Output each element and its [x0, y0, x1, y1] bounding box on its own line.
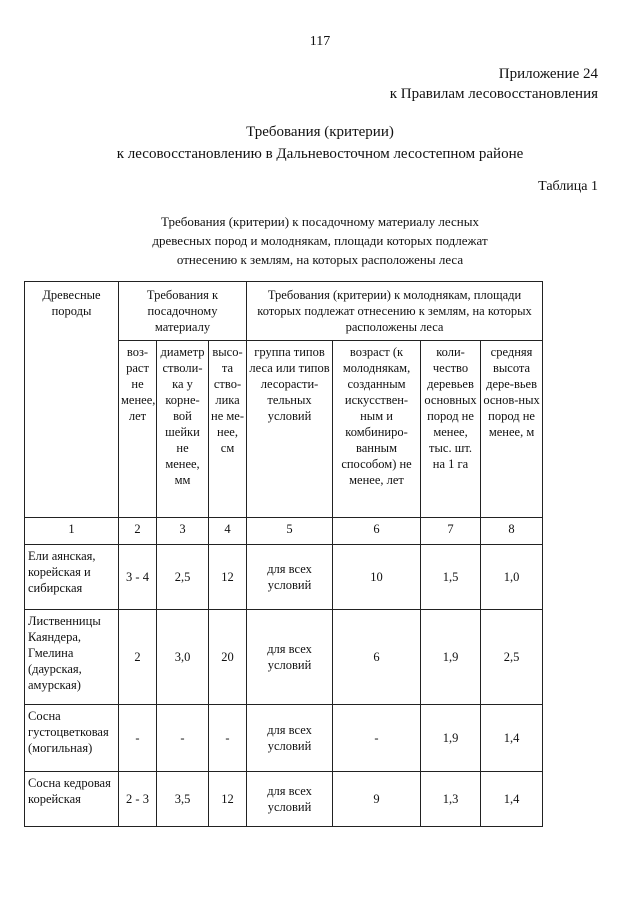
column-number: 3 — [157, 518, 209, 545]
tree-count-cell: 1,9 — [421, 610, 481, 705]
page-number: 117 — [309, 34, 331, 49]
header-col-6: возраст (к молоднякам, созданным искусствен-ным и комбиниро-ванным способом) не менее, лет — [333, 341, 421, 518]
appendix-block — [390, 64, 598, 104]
title-line-1: Требования (критерии) — [246, 124, 394, 140]
appendix-line-1: Приложение 24 — [498, 66, 598, 82]
diameter-cell: - — [157, 705, 209, 772]
species-cell: Сосна кедровая корейская — [25, 772, 119, 827]
tree-count-cell: 1,5 — [421, 545, 481, 610]
avg-height-cell: 1,0 — [481, 545, 543, 610]
header-col-8: средняя высота дере-вьев основ-ных пород не менее, м — [481, 341, 543, 518]
avg-height-cell: 2,5 — [481, 610, 543, 705]
forest-type-cell: для всех условий — [247, 545, 333, 610]
species-cell: Лиственницы Каяндера, Гмелина (даурская, амурская) — [25, 610, 119, 705]
avg-height-cell: 1,4 — [481, 772, 543, 827]
age-cell: 3 - 4 — [119, 545, 157, 610]
diameter-cell: 3,5 — [157, 772, 209, 827]
table-row — [25, 772, 543, 827]
caption-line-3: отнесению к землям, на которых расположены леса — [176, 252, 464, 267]
young-age-cell: - — [333, 705, 421, 772]
header-col-4: высо-та ство-лика не ме-нее, см — [209, 341, 247, 518]
diameter-cell: 3,0 — [157, 610, 209, 705]
diameter-cell: 2,5 — [157, 545, 209, 610]
column-number: 8 — [481, 518, 543, 545]
age-cell: 2 - 3 — [119, 772, 157, 827]
table-row — [25, 610, 543, 705]
species-cell: Ели аянская, корейская и сибирская — [25, 545, 119, 610]
header-col-5: группа типов леса или типов лесорасти-тельных условий — [247, 341, 333, 518]
forest-type-cell: для всех условий — [247, 705, 333, 772]
header-young-stands: Требования (критерии) к молоднякам, площади которых подлежат отнесению к землям, на которых расположены леса — [247, 282, 543, 341]
tree-count-cell: 1,9 — [421, 705, 481, 772]
forest-type-cell: для всех условий — [247, 610, 333, 705]
table-row — [25, 545, 543, 610]
table-label: Таблица 1 — [538, 179, 598, 194]
young-age-cell: 6 — [333, 610, 421, 705]
header-planting-material: Требования к посадочному материалу — [119, 282, 247, 341]
document-title — [0, 121, 640, 165]
header-col-3: диаметр стволи-ка у корне-вой шейки не менее, мм — [157, 341, 209, 518]
column-number: 4 — [209, 518, 247, 545]
forest-type-cell: для всех условий — [247, 772, 333, 827]
caption-line-1: Требования (критерии) к посадочному материалу лесных — [161, 214, 479, 229]
column-number: 7 — [421, 518, 481, 545]
tree-count-cell: 1,3 — [421, 772, 481, 827]
column-number: 6 — [333, 518, 421, 545]
column-number-row — [25, 518, 543, 545]
table-caption — [0, 212, 640, 269]
appendix-line-2: к Правилам лесовосстановления — [389, 86, 598, 102]
header-col-2: воз-раст не менее, лет — [119, 341, 157, 518]
young-age-cell: 9 — [333, 772, 421, 827]
height-cell: 20 — [209, 610, 247, 705]
requirements-table — [24, 281, 543, 827]
avg-height-cell: 1,4 — [481, 705, 543, 772]
header-row-main — [25, 282, 543, 341]
column-number: 1 — [25, 518, 119, 545]
height-cell: - — [209, 705, 247, 772]
header-species: Древесные породы — [25, 282, 119, 518]
age-cell: - — [119, 705, 157, 772]
height-cell: 12 — [209, 772, 247, 827]
species-cell: Сосна густоцветковая (могильная) — [25, 705, 119, 772]
age-cell: 2 — [119, 610, 157, 705]
title-line-2: к лесовосстановлению в Дальневосточном лесостепном районе — [116, 146, 524, 162]
column-number: 5 — [247, 518, 333, 545]
column-number: 2 — [119, 518, 157, 545]
table-row — [25, 705, 543, 772]
height-cell: 12 — [209, 545, 247, 610]
caption-line-2: древесных пород и молоднякам, площади которых подлежат — [152, 233, 488, 248]
young-age-cell: 10 — [333, 545, 421, 610]
header-col-7: коли-чество деревьев основных пород не менее, тыс. шт. на 1 га — [421, 341, 481, 518]
